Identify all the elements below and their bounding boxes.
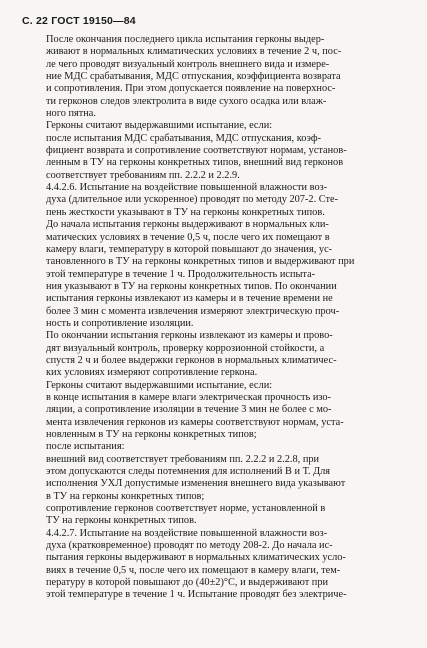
- text-line: ти герконов следов электролита в виде сухого осадка или влаж-: [46, 95, 327, 107]
- text-line: духа (длительное или ускоренное) проводят по методу 207-2. Сте-: [46, 194, 339, 206]
- text-line: ность и сопротивление изоляции.: [46, 317, 194, 329]
- text-line: Герконы считают выдержавшими испытание, если:: [46, 379, 273, 391]
- text-line: ного пятна.: [46, 108, 96, 120]
- text-line: этой температуре в течение 1 ч. Продолжительность испыта-: [46, 268, 316, 280]
- text-line: 4.4.2.7. Испытание на воздействие повышенной влажности воз-: [46, 527, 328, 539]
- text-line: фициент возврата и сопротивление соответствуют нормам, установ-: [46, 145, 347, 157]
- text-line: По окончании испытания герконы извлекают из камеры и прово-: [46, 330, 333, 342]
- text-line: Герконы считают выдержавшими испытание, если:: [46, 120, 273, 132]
- paragraph: [20, 133, 405, 182]
- text-line: внешний вид соответствует требованиям пп. 2.2.2 и 2.2.8, при: [46, 453, 320, 465]
- text-line: дят визуальный контроль, проверку коррозионной стойкости, а: [46, 342, 325, 354]
- text-line: тановленного в ТУ на герконы конкретных типов и выдерживают при: [46, 256, 355, 268]
- text-line: после испытания МДС срабатывания, МДС отпускания, коэф-: [46, 132, 322, 144]
- text-line: более 3 мин с момента извлечения измеряют электрическую проч-: [46, 305, 340, 317]
- paragraph: [20, 441, 405, 453]
- text-line: духа (кратковременное) проводят по методу 208-2. До начала ис-: [46, 540, 333, 552]
- text-line: после испытания:: [46, 441, 125, 453]
- text-line: мента извлечения герконов из камеры соответствуют нормам, уста-: [46, 416, 344, 428]
- paragraph: [20, 330, 405, 379]
- text-line: этом допускаются следы потемнения для исполнений В и Т. Для: [46, 466, 331, 478]
- paragraph: [20, 120, 405, 132]
- text-line: виях в течение 0,5 ч, после чего их помещают в камеру влаги, тем-: [46, 564, 341, 576]
- text-line: ние МДС срабатывания, МДС отпускания, коэффициента возврата: [46, 71, 341, 83]
- text-line: После окончания последнего цикла испытания герконы выдер-: [46, 34, 325, 45]
- paragraph: [20, 392, 405, 441]
- text-line: До начала испытания герконы выдерживают в нормальных кли-: [46, 219, 329, 231]
- text-line: пературу в которой повышают до (40±2)°С, и выдерживают при: [46, 577, 329, 589]
- text-line: ТУ на герконы конкретных типов.: [46, 515, 197, 527]
- text-line: ких условиях измеряют сопротивление геркона.: [46, 367, 258, 379]
- text-line: этой температуре в течение 1 ч. Испытание проводят без электриче-: [46, 589, 347, 601]
- paragraph: [20, 182, 405, 219]
- paragraph: [20, 380, 405, 392]
- paragraph: [20, 503, 405, 528]
- text-line: спустя 2 ч и более выдержки герконов в нормальных климатичес-: [46, 354, 337, 366]
- text-line: соответствует требованиям пп. 2.2.2 и 2.2.9.: [46, 169, 240, 181]
- text-line: живают в нормальных климатических условиях в течение 2 ч, пос-: [46, 46, 342, 58]
- text-line: испытания герконы извлекают из камеры и в течение времени не: [46, 293, 333, 305]
- text-line: новленным в ТУ на герконы конкретных типов;: [46, 429, 257, 440]
- text-line: в конце испытания в камере влаги электрическая прочность изо-: [46, 391, 331, 403]
- text-line: исполнения УХЛ допустимые изменения внешнего вида указывают: [46, 478, 346, 490]
- paragraph: [20, 219, 405, 330]
- text-line: пытания герконы выдерживают в нормальных климатических усло-: [46, 552, 346, 564]
- paragraph: [20, 528, 405, 602]
- text-line: матических условиях в течение 0,5 ч, после чего их помещают в: [46, 231, 330, 243]
- text-line: ле чего проводят визуальный контроль внешнего вида и измере-: [46, 58, 330, 70]
- text-line: камеру влаги, температуру в которой повышают до значения, ус-: [46, 243, 333, 255]
- text-line: 4.4.2.6. Испытание на воздействие повышенной влажности воз-: [46, 182, 328, 194]
- text-line: ния указывают в ТУ на герконы конкретных типов. По окончании: [46, 280, 337, 292]
- text-line: ляции, а сопротивление изоляции в течение 3 мин не более с мо-: [46, 404, 332, 416]
- paragraph: [20, 454, 405, 503]
- text-line: пень жесткости указывают в ТУ на герконы конкретных типов.: [46, 206, 325, 218]
- document-body: [20, 34, 405, 602]
- paragraph: [20, 34, 405, 120]
- text-line: и сопротивления. При этом допускается появление на поверхнос-: [46, 83, 336, 95]
- text-line: ленным в ТУ на герконы конкретных типов, внешний вид герконов: [46, 157, 344, 169]
- text-line: в ТУ на герконы конкретных типов;: [46, 490, 205, 502]
- text-line: сопротивление герконов соответствует норме, установленной в: [46, 503, 326, 515]
- page-header: С. 22 ГОСТ 19150—84: [22, 15, 136, 27]
